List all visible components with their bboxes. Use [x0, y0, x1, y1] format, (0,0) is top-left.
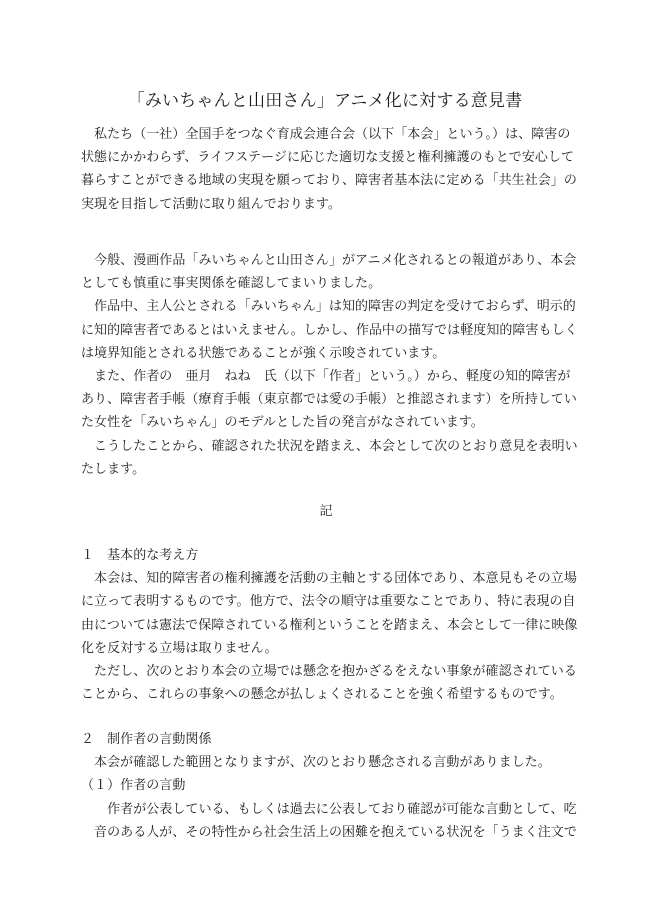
- background-line: たします。: [81, 461, 146, 477]
- section-line: 本会は、知的障害者の権利擁護を活動の主軸とする団体であり、本意見もその立場: [81, 571, 577, 587]
- subsection-line: 作者が公表している、もしくは過去に公表しており確認が可能な言動として、吃: [81, 801, 577, 817]
- document-title: 「みいちゃんと山田さん」アニメ化に対する意見書: [127, 91, 523, 111]
- section-heading: ２ 制作者の言動関係: [81, 732, 212, 747]
- background-line: た女性を「みいちゃん」のモデルとした旨の発言がなされています。: [81, 415, 484, 431]
- section-line: に立って表明するものです。他方で、法令の順守は重要なことであり、特に表現の自: [81, 594, 576, 610]
- section-2: [81, 728, 577, 844]
- background-line: また、作者の 亜月 ねね 氏（以下「作者」という。）から、軽度の知的障害が: [81, 368, 571, 384]
- section-heading: １ 基本的な考え方: [81, 548, 199, 563]
- intro-line: 暮らすことができる地域の実現を願っており、障害者基本法に定める「共生社会」の: [81, 173, 577, 189]
- background-line: 今般、漫画作品「みいちゃんと山田さん」がアニメ化されるとの報道があり、本会: [81, 253, 577, 268]
- section-line: 由については憲法で保障されている権利ということを踏まえ、本会として一律に映像: [81, 617, 578, 633]
- subsection-heading: （１）作者の言動: [81, 778, 186, 794]
- background-line: 作品中、主人公とされる「みいちゃん」は知的障害の判定を受けておらず、明示的: [81, 299, 576, 315]
- section-line: ことから、これらの事象への懸念が払しょくされることを強く希望するものです。: [81, 687, 563, 703]
- section-line: ただし、次のとおり本会の立場では懸念を抱かざるをえない事象が確認されている: [81, 663, 577, 679]
- background-line: あり、障害者手帳（療育手帳（東京都では愛の手帳）と推認されます）を所持してい: [81, 392, 577, 408]
- background-paragraphs: [81, 249, 578, 481]
- subsection-line: 音のある人が、その特性から社会生活上の困難を抱えている状況を「うまく注文で: [81, 824, 577, 840]
- section-line: 化を反対する立場は取りません。: [81, 640, 278, 656]
- intro-line: 状態にかかわらず、ライフステージに応じた適切な支援と権利擁護のもとで安心して: [81, 150, 575, 166]
- background-line: は境界知能とされる状態であることが強く示唆されています。: [81, 345, 446, 361]
- background-line: こうしたことから、確認された状況を踏まえ、本会として次のとおり意見を表明い: [81, 438, 578, 454]
- section-1: [81, 544, 578, 706]
- background-line: に知的障害者であるとはいえません。しかし、作品中の描写では軽度知的障害もしく: [81, 322, 578, 338]
- ki-label: 記: [319, 504, 333, 519]
- intro-line: 実現を目指して活動に取り組んでおります。: [81, 196, 341, 212]
- intro-line: 私たち（一社）全国手をつなぐ育成会連合会（以下「本会」という。）は、障害の: [81, 127, 571, 142]
- background-line: としても慎重に事実関係を確認してまいりました。: [81, 276, 382, 292]
- intro-paragraph: [81, 123, 577, 216]
- ki-marker: [81, 500, 571, 523]
- section-line: 本会が確認した範囲となりますが、次のとおり懸念される言動がありました。: [81, 755, 551, 771]
